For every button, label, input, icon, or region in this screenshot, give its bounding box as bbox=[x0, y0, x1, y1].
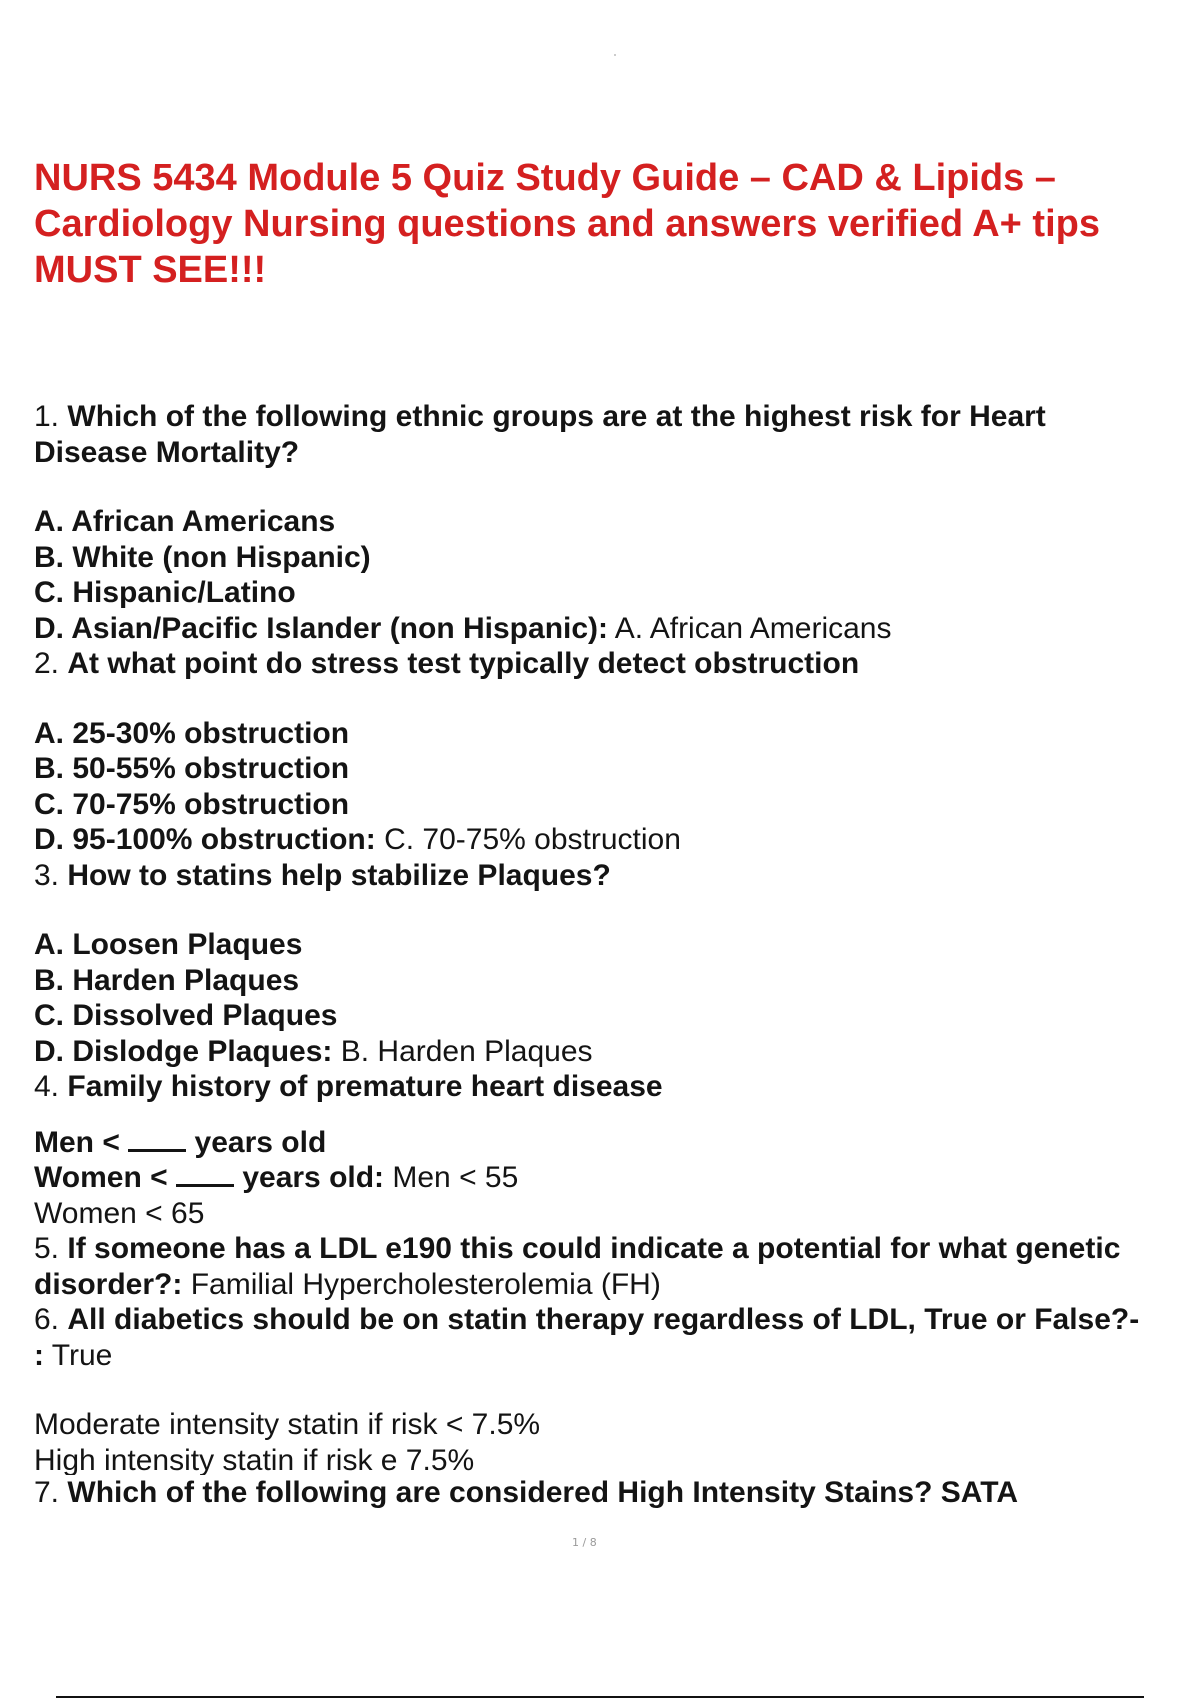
answer-option: D. Asian/Pacific Islander (non Hispanic): A. African Americans bbox=[34, 611, 892, 645]
answer-option: C. 70-75% obstruction bbox=[34, 787, 350, 821]
page-divider bbox=[56, 1696, 1144, 1698]
question-number: 3. bbox=[34, 858, 60, 892]
question-number: 2. bbox=[34, 647, 60, 680]
document-title: NURS 5434 Module 5 Quiz Study Guide – CAD & Lipids – Cardiology Nursing questions and answers verified A+ tips MUST SEE!!! bbox=[34, 157, 1100, 291]
question-4 bbox=[34, 1069, 1184, 1231]
answer-option: D. 95-100% obstruction: C. 70-75% obstruction bbox=[34, 823, 681, 856]
answer-option: B. 50-55% obstruction bbox=[34, 752, 350, 785]
correct-answer: True bbox=[44, 1338, 113, 1372]
blank-line bbox=[176, 1162, 234, 1187]
question-1 bbox=[34, 399, 1184, 646]
answer-option: C. Hispanic/Latino bbox=[34, 576, 296, 609]
question-2 bbox=[34, 646, 1184, 858]
question-text-continued: disorder?: Familial Hypercholesterolemia (FH) bbox=[34, 1267, 661, 1301]
question-text: 7. Which of the following are considered High Intensity Stains? SATA bbox=[34, 1475, 1018, 1509]
answer-option: B. White (non Hispanic) bbox=[34, 540, 371, 574]
question-number: 1. bbox=[34, 400, 60, 433]
question-text: 5. If someone has a LDL e190 this could indicate a potential for what genetic bbox=[34, 1232, 1121, 1265]
question-5 bbox=[34, 1231, 1184, 1302]
question-number: 6. bbox=[34, 1303, 60, 1336]
page-number: 1 / 8 bbox=[572, 1536, 597, 1549]
answer-note: Moderate intensity statin if risk < 7.5% bbox=[34, 1408, 541, 1441]
question-text: 6. All diabetics should be on statin therapy regardless of LDL, True or False?- bbox=[34, 1303, 1140, 1336]
question-number: 5. bbox=[34, 1232, 60, 1265]
correct-answer-continued: Women < 65 bbox=[34, 1196, 205, 1230]
document-page bbox=[34, 0, 1184, 1700]
question-text-continued: : True bbox=[34, 1338, 113, 1372]
answer-option: D. Dislodge Plaques: B. Harden Plaques bbox=[34, 1034, 593, 1068]
correct-answer: Men < 55 bbox=[384, 1161, 519, 1194]
blank-line bbox=[128, 1127, 186, 1152]
question-text: 3. How to statins help stabilize Plaques? bbox=[34, 858, 611, 892]
question-6 bbox=[34, 1302, 1184, 1475]
correct-answer: A. African Americans bbox=[608, 611, 892, 645]
fill-in-men: Men < years old bbox=[34, 1125, 327, 1159]
question-number: 7. bbox=[34, 1475, 60, 1509]
answer-note: High intensity statin if risk e 7.5% bbox=[34, 1443, 475, 1475]
question-number: 4. bbox=[34, 1070, 60, 1103]
question-text: 1. Which of the following ethnic groups are at the highest risk for Heart bbox=[34, 400, 1046, 433]
question-3 bbox=[34, 858, 1184, 1070]
question-text-continued: Disease Mortality? bbox=[34, 435, 300, 469]
answer-option: A. 25-30% obstruction bbox=[34, 716, 350, 750]
correct-answer: C. 70-75% obstruction bbox=[375, 823, 681, 856]
correct-answer: Familial Hypercholesterolemia (FH) bbox=[182, 1267, 661, 1301]
answer-option: A. Loosen Plaques bbox=[34, 928, 303, 961]
document-body bbox=[34, 399, 1184, 1510]
answer-option: B. Harden Plaques bbox=[34, 963, 300, 997]
answer-option: C. Dissolved Plaques bbox=[34, 999, 338, 1032]
question-text: 4. Family history of premature heart disease bbox=[34, 1070, 663, 1103]
answer-option: A. African Americans bbox=[34, 505, 336, 538]
correct-answer: B. Harden Plaques bbox=[332, 1034, 593, 1068]
question-7 bbox=[34, 1475, 1184, 1511]
fill-in-women: Women < years old: Men < 55 bbox=[34, 1161, 519, 1194]
question-text: 2. At what point do stress test typically detect obstruction bbox=[34, 647, 860, 680]
